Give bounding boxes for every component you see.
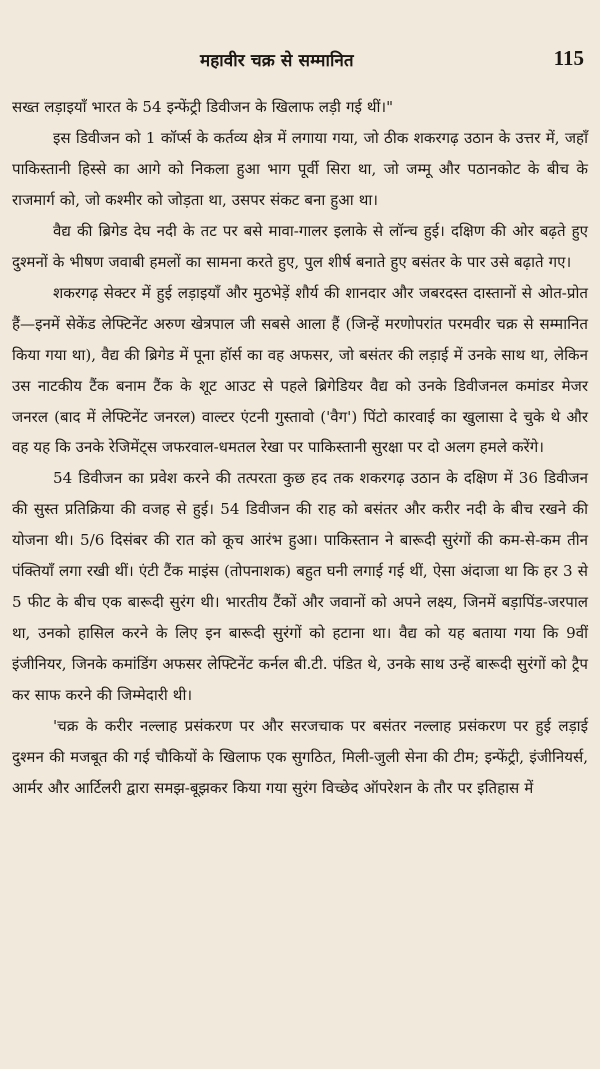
paragraph-4: शकरगढ़ सेक्टर में हुई लड़ाइयाँ और मुठभेड़ें शौर्य की शानदार और जबरदस्त दास्तानों से ओत-प्रोत हैं—इनमें सेकेंड लेफ्टिनेंट अरुण खेत्रपाल जी सबसे आला हैं (जिन्हें मरणोपरांत परमवीर चक्र से सम्मानित किया गया था), वैद्य की ब्रिगेड में पूना हॉर्स का वह अफसर, जो बसंतर की लड़ाई में उनके साथ था, लेकिन उस नाटकीय टैंक बनाम टैंक के शूट आउट से पहले ब्रिगेडियर वैद्य को उनके डिवीजनल कमांडर मेजर जनरल (बाद में लेफ्टिनेंट जनरल) वाल्टर एंटनी गुस्तावो ('वैग') पिंटो कारवाई का खुलासा दे चुके थे और वह यह कि उनके रेजिमेंट्स जफरवाल-धमतल रेखा पर पाकिस्तानी सुरक्षा पर दो अलग हमले करेंगे। [12,283,588,457]
paragraph-2: इस डिवीजन को 1 कॉर्प्स के कर्तव्य क्षेत्र में लगाया गया, जो ठीक शकरगढ़ उठान के उत्तर में, जहाँ पाकिस्तानी हिस्से का आगे को निकला हुआ भाग पूर्वी सिरा था, जो जम्मू और पठानकोट के बीच के राजमार्ग को, जो कश्मीर को जोड़ता था, उसपर संकट बना हुआ था। [12,128,588,209]
paragraph-6: 'चक्र के करीर नल्लाह प्रसंकरण पर और सरजचाक पर बसंतर नल्लाह प्रसंकरण पर हुई लड़ाई दुश्मन की मजबूत की गई चौकियों के खिलाफ एक सुगठित, मिली-जुली सेना की टीम; इन्फेंट्री, इंजीनियर्स, आर्मर और आर्टिलरी द्वारा समझ-बूझकर किया गया सुरंग विच्छेद ऑपरेशन के तौर पर इतिहास में [12,717,588,797]
page-number: 115 [553,46,584,70]
paragraph-5: 54 डिवीजन का प्रवेश करने की तत्परता कुछ हद तक शकरगढ़ उठान के दक्षिण में 36 डिवीजन की सुस्त प्रतिक्रिया की वजह से हुई। 54 डिवीजन की राह को बसंतर और करीर नदी के बीच रखने की योजना थी। 5/6 दिसंबर की रात को कूच आरंभ हुआ। पाकिस्तान ने बारूदी सुरंगों की कम-से-कम तीन पंक्तियाँ लगा रखी थीं। एंटी टैंक माइंस (तोपनाशक) बहुत घनी लगाई गई थीं, ऐसा अंदाजा था कि हर 3 से 5 फीट के बीच एक बारूदी सुरंग थी। भारतीय टैंकों और जवानों को अपने लक्ष्य, जिनमें बड़ापिंड-जरपाल था, उनको हासिल करने के लिए इन बारूदी सुरंगों को हटाना था। वैद्य को यह बताया गया कि 9वीं इंजीनियर, जिनके कमांडिंग अफसर लेफ्टिनेंट कर्नल बी.टी. पंडित थे, उनके साथ उन्हें बारूदी सुरंगों को ट्रैप कर साफ करने की जिम्मेदारी थी। [12,469,588,705]
running-head: महावीर चक्र से सम्मानित [200,51,354,71]
body-text [12,92,588,804]
paragraph-1: सख्त लड़ाइयाँ भारत के 54 इन्फेंट्री डिवीजन के खिलाफ लड़ी गई थीं।" [12,98,394,116]
paragraph-3: वैद्य की ब्रिगेड देघ नदी के तट पर बसे मावा-गालर इलाके से लॉन्च हुई। दक्षिण की ओर बढ़ते हुए दुश्मनों के भीषण जवाबी हमलों का सामना करते हुए, पुल शीर्ष बनाते हुए बसंतर के पार उसे बढ़ाते गए। [12,221,588,271]
